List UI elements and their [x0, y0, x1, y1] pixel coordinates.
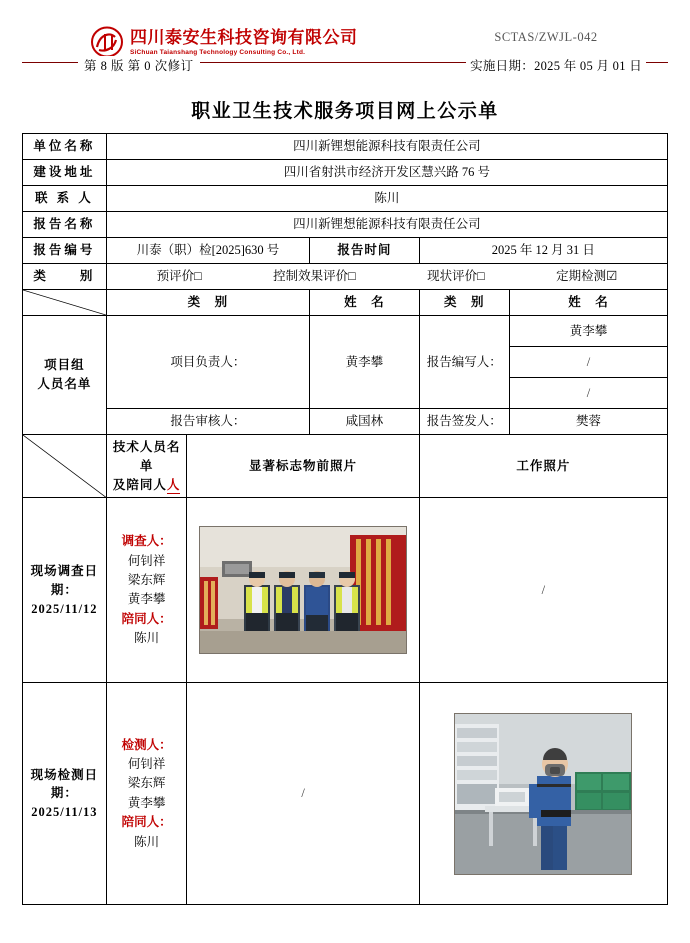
team-col-header-name-2: 姓 名 [509, 290, 667, 316]
table-row [23, 186, 668, 212]
team-writer-name-3: / [509, 378, 667, 409]
team-issuer-role: 报告签发人： [419, 409, 509, 435]
team-writer-role: 报告编写人： [419, 316, 509, 409]
team-issuer-name: 樊蓉 [509, 409, 667, 435]
site-survey-group-photo [199, 526, 407, 654]
document-page [0, 26, 690, 943]
team-reviewer-name: 咸国林 [310, 409, 420, 435]
team-col-header-name-1: 姓 名 [310, 290, 420, 316]
testing-date-label: 现场检测日期： [30, 767, 99, 801]
testing-escort-label: 陪同人： [121, 815, 172, 830]
testing-date-cell [23, 683, 107, 905]
survey-sign-photo-cell [187, 498, 419, 683]
testing-date-value: 2025/11/13 [31, 805, 98, 820]
contact-label: 联 系 人 [23, 186, 107, 212]
team-reviewer-role: 报告审核人： [106, 409, 309, 435]
survey-escort-label: 陪同人： [121, 611, 172, 626]
sign-photo-column-header: 显著标志物前照片 [187, 435, 419, 498]
table-row [23, 316, 668, 347]
report-name-label: 报告名称 [23, 212, 107, 238]
table-row [23, 290, 668, 316]
testing-tester-label: 检测人： [121, 737, 172, 752]
category-option-pre[interactable]: 预评价□ [156, 269, 202, 284]
table-row [23, 683, 668, 905]
table-row [23, 435, 668, 498]
table-row [23, 212, 668, 238]
testing-work-photo-cell [419, 683, 667, 905]
table-row [23, 409, 668, 435]
category-label: 类 别 [23, 264, 107, 290]
survey-escort-1: 陈川 [134, 631, 160, 645]
site-label: 建设地址 [23, 160, 107, 186]
testing-sign-photo-cell: / [187, 683, 419, 905]
unit-name-value: 四川新锂想能源科技有限责任公司 [106, 134, 667, 160]
company-name-cn: 四川泰安生科技咨询有限公司 [130, 27, 358, 47]
testing-tester-2: 梁东辉 [127, 776, 166, 791]
company-name-en: SiChuan Taianshang Technology Consulting Co., Ltd. [130, 48, 306, 56]
document-header [22, 26, 668, 82]
report-time-label: 报告时间 [310, 238, 420, 264]
survey-investigator-2: 梁东辉 [127, 572, 166, 587]
staff-column-header-line1: 技术人员名单 [112, 440, 181, 473]
team-side-label-line1: 项目组 [44, 358, 85, 373]
team-writer-name-2: / [509, 347, 667, 378]
report-no-label: 报告编号 [23, 238, 107, 264]
photo-corner-cell [23, 435, 107, 498]
diagonal-line [23, 290, 106, 315]
public-notice-table [22, 133, 668, 905]
page-title: 职业卫生技术服务项目网上公示单 [191, 101, 499, 122]
survey-date-cell [23, 498, 107, 683]
testing-staff-cell [106, 683, 187, 905]
table-row [23, 264, 668, 290]
team-leader-role: 项目负责人： [106, 316, 309, 409]
category-option-status[interactable]: 现状评价□ [427, 269, 485, 284]
survey-staff-cell [106, 498, 187, 683]
survey-work-photo-cell: / [419, 498, 667, 683]
tas-logo-icon [90, 26, 124, 58]
company-logo [90, 26, 358, 58]
report-no-value: 川泰（职）检[2025]630 号 [106, 238, 309, 264]
site-testing-work-photo [454, 713, 632, 875]
site-value: 四川省射洪市经济开发区慧兴路 76 号 [106, 160, 667, 186]
testing-escort-1: 陈川 [134, 834, 160, 849]
team-side-label [23, 316, 107, 435]
category-option-periodic[interactable]: 定期检测☑ [556, 269, 618, 284]
revision-text: 第 8 版 第 0 次修订 [78, 56, 200, 74]
table-row [23, 134, 668, 160]
diagonal-line [23, 435, 106, 497]
category-option-control[interactable]: 控制效果评价□ [273, 269, 356, 284]
testing-tester-1: 何钊祥 [127, 757, 166, 771]
testing-tester-3: 黄李攀 [127, 795, 166, 810]
contact-value: 陈川 [106, 186, 667, 212]
team-col-header-category-2: 类 别 [419, 290, 509, 316]
team-corner-cell [23, 290, 107, 316]
survey-date-label: 现场调查日期： [30, 564, 99, 597]
effective-date-text: 实施日期：2025 年 05 月 01 日 [466, 56, 646, 74]
table-row [23, 160, 668, 186]
team-writer-name-1: 黄李攀 [509, 316, 667, 347]
staff-column-header [106, 435, 187, 498]
document-code: SCTAS/ZWJL-042 [494, 30, 598, 44]
team-col-header-category-1: 类 别 [106, 290, 309, 316]
unit-name-label: 单位名称 [23, 134, 107, 160]
category-options [106, 264, 667, 290]
survey-investigator-3: 黄李攀 [127, 592, 166, 607]
table-row [23, 498, 668, 683]
work-photo-column-header: 工作照片 [419, 435, 667, 498]
survey-investigator-label: 调查人： [121, 534, 172, 549]
survey-investigator-1: 何钊祥 [127, 553, 166, 568]
report-name-value: 四川新锂想能源科技有限责任公司 [106, 212, 667, 238]
table-row [23, 238, 668, 264]
report-time-value: 2025 年 12 月 31 日 [419, 238, 667, 264]
survey-date-value: 2025/11/12 [31, 601, 98, 616]
team-side-label-line2: 人员名单 [37, 377, 92, 391]
staff-column-header-line2: 及陪同人人 [112, 477, 181, 492]
team-leader-name: 黄李攀 [310, 316, 420, 409]
